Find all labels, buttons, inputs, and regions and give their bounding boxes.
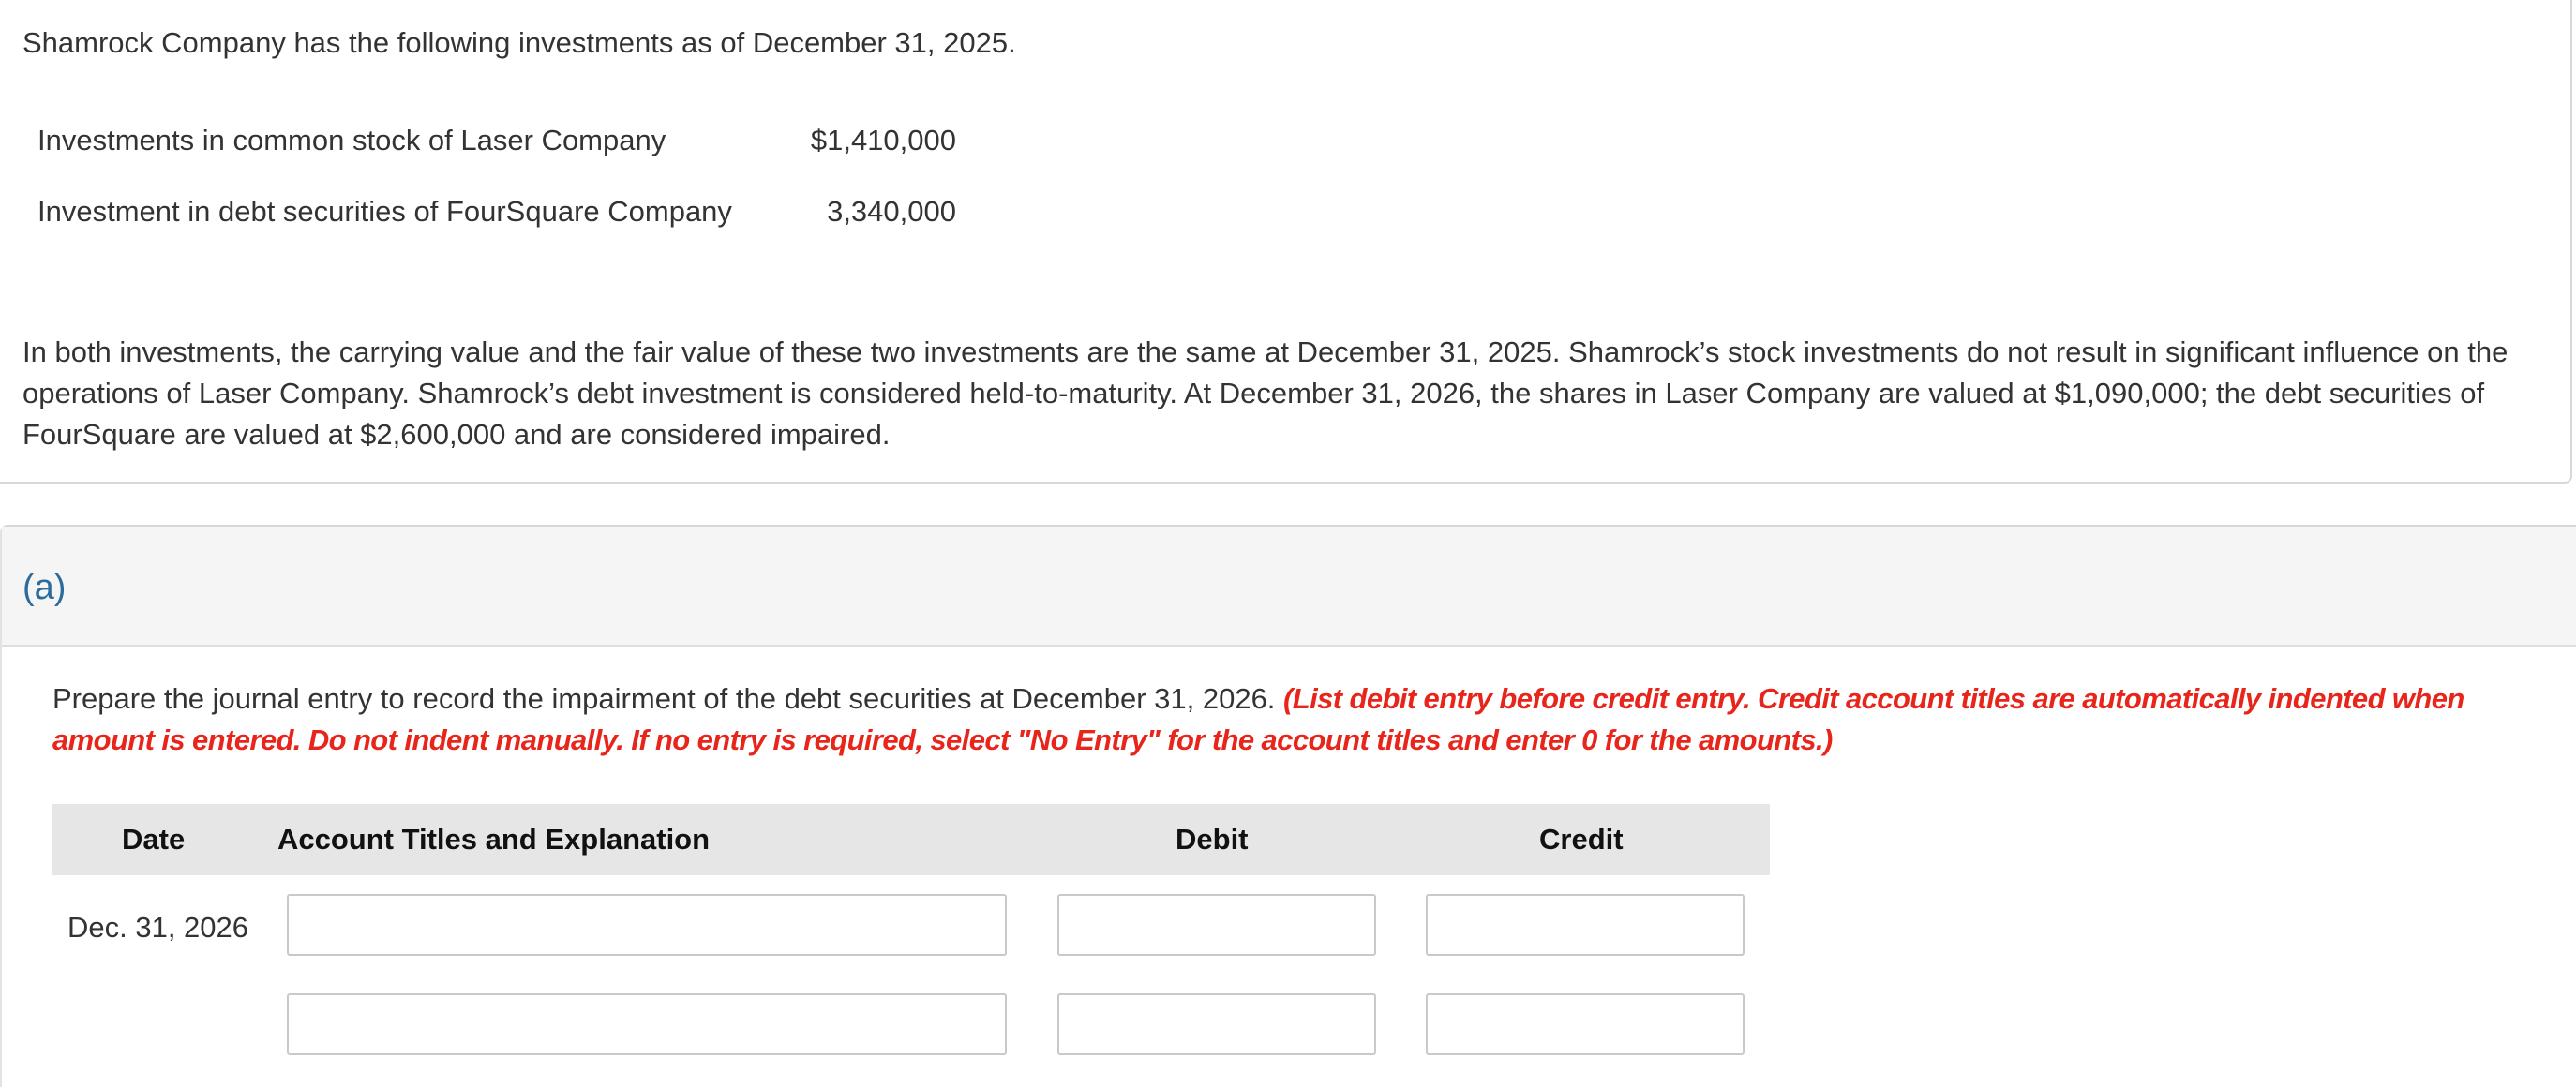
header-debit: Debit <box>1176 823 1249 856</box>
part-a-letter: (a) <box>22 568 67 607</box>
journal-row <box>52 875 1770 975</box>
instruction-text: Prepare the journal entry to record the impairment of the debt securities at December 31, 2026. <box>52 682 1284 715</box>
credit-amount-input[interactable] <box>1426 993 1745 1055</box>
account-title-input[interactable] <box>287 993 1007 1055</box>
investment-row <box>37 191 956 262</box>
journal-entry-table <box>52 804 1770 1074</box>
investments-table <box>37 120 956 262</box>
part-a-header <box>2 527 2576 647</box>
part-a-section <box>0 525 2576 1087</box>
problem-card <box>0 0 2572 484</box>
header-credit: Credit <box>1539 823 1624 856</box>
investment-value: 3,340,000 <box>827 195 956 228</box>
account-title-input[interactable] <box>287 894 1007 956</box>
credit-amount-input[interactable] <box>1426 894 1745 956</box>
problem-intro: Shamrock Company has the following investments as of December 31, 2025. <box>22 26 1016 59</box>
entry-date: Dec. 31, 2026 <box>67 911 249 944</box>
header-date: Date <box>122 823 186 856</box>
debit-amount-input[interactable] <box>1057 993 1376 1055</box>
investment-value: $1,410,000 <box>810 124 956 156</box>
part-a-instructions <box>52 678 2546 761</box>
problem-paragraph: In both investments, the carrying value and the fair value of these two investments are the same at December 31, 2025. Shamrock’s stock investments do not result in significant influence on the operations of Laser Company. Shamrock’s debt investment is considered held-to-maturity. At December 31, 2026, the shares in Laser Company are valued at $1,090,000; the debt securities of FourSquare are valued at $2,600,000 and are considered impaired. <box>22 335 2509 451</box>
investment-label: Investments in common stock of Laser Company <box>37 124 666 156</box>
debit-amount-input[interactable] <box>1057 894 1376 956</box>
investment-label: Investment in debt securities of FourSquare Company <box>37 195 732 228</box>
journal-row <box>52 975 1770 1074</box>
instruction-note: (List debit entry before credit entry. Credit account titles are automatically indented when amount is entered. Do not indent manually. If no entry is required, select "No Entry" for the account titles and enter 0 for the amounts.) <box>52 682 2464 756</box>
investment-row <box>37 120 956 191</box>
journal-header-row <box>52 804 1770 875</box>
header-account: Account Titles and Explanation <box>277 823 711 856</box>
